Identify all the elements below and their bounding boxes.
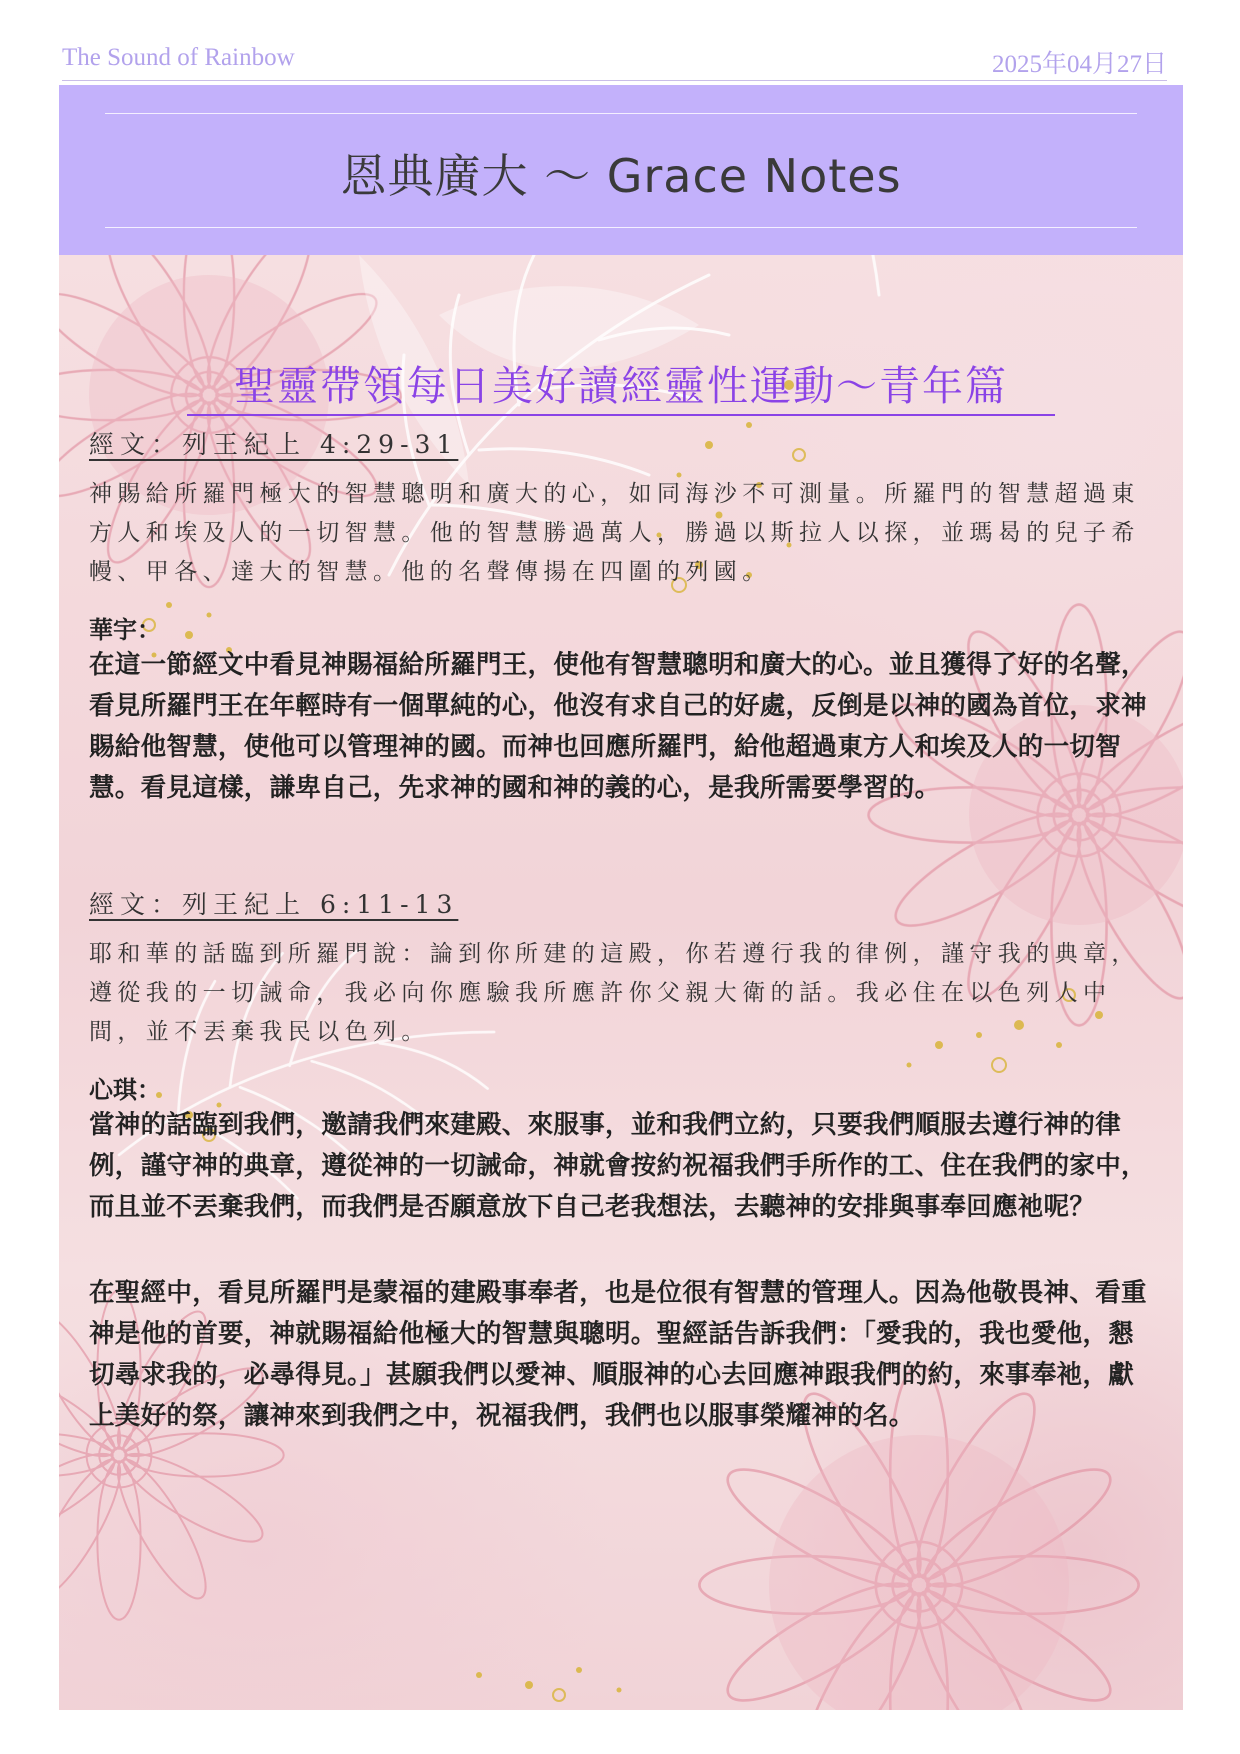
scripture-reference: 經文：列王紀上 6:11-13 xyxy=(89,890,459,919)
content-panel xyxy=(59,255,1183,1710)
banner-divider-top xyxy=(105,113,1137,114)
reflection-paragraph: 在聖經中，看見所羅門是蒙福的建殿事奉者，也是位很有智慧的管理人。因為他敬畏神、看重神是他的首要，神就賜福給他極大的智慧與聰明。聖經話告訴我們：「愛我的，我也愛他，懇切尋求我的，必尋得見。」甚願我們以愛神、順服神的心去回應神跟我們的約，來事奉祂，獻上美好的祭，讓神來到我們之中，祝福我們，我們也以服事榮耀神的名。 xyxy=(89,1278,1147,1431)
running-header xyxy=(62,44,1167,81)
banner-title: 恩典廣大 ～ Grace Notes xyxy=(340,149,902,203)
banner-divider-bottom xyxy=(105,227,1137,228)
scripture-passage: 耶和華的話臨到所羅門說：論到你所建的這殿，你若遵行我的律例，謹守我的典章，遵從我的一切誡命，我必向你應驗我所應許你父親大衛的話。我必住在以色列人中間，並不丟棄我民以色列。 xyxy=(89,941,1140,1045)
reflection-author: 華宇： xyxy=(89,616,161,644)
reflection-author: 心琪： xyxy=(89,1076,161,1104)
brand-name: The Sound of Rainbow xyxy=(62,44,295,71)
scripture-passage: 神賜給所羅門極大的智慧聰明和廣大的心，如同海沙不可測量。所羅門的智慧超過東方人和埃及人的一切智慧。他的智慧勝過萬人，勝過以斯拉人以探，並瑪曷的兒子希幔、甲各、達大的智慧。他的名聲傳揚在四圍的列國。 xyxy=(89,481,1140,585)
reflection-paragraph: 在這一節經文中看見神賜福給所羅門王，使他有智慧聰明和廣大的心。並且獲得了好的名聲，看見所羅門王在年輕時有一個單純的心，他沒有求自己的好處，反倒是以神的國為首位，求神賜給他智慧，使他可以管理神的國。而神也回應所羅門，給他超過東方人和埃及人的一切智慧。看見這樣，謙卑自己，先求神的國和神的義的心，是我所需要學習的。 xyxy=(89,650,1147,803)
reflection-paragraph: 當神的話臨到我們，邀請我們來建殿、來服事，並和我們立約，只要我們順服去遵行神的律例，謹守神的典章，遵從神的一切誡命，神就會按約祝福我們手所作的工、住在我們的家中，而且並不丟棄我們，而我們是否願意放下自己老我想法，去聽神的安排與事奉回應祂呢？ xyxy=(89,1110,1147,1222)
scripture-reference: 經文：列王紀上 4:29-31 xyxy=(89,430,459,459)
issue-date: 2025年04月27日 xyxy=(991,51,1167,78)
article-title: 聖靈帶領每日美好讀經靈性運動～青年篇 xyxy=(187,353,1055,416)
title-banner xyxy=(59,85,1183,255)
